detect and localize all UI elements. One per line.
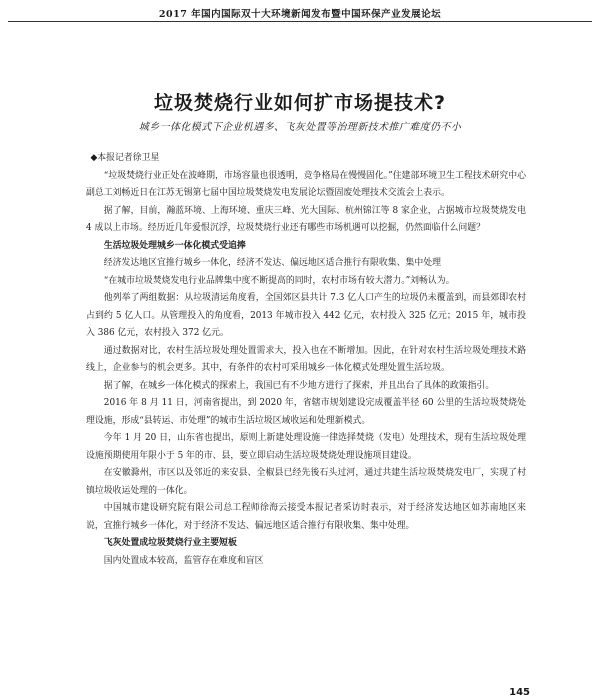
- paragraph: 他列举了两组数据：从垃圾清运角度看，全国郊区县共计 7.3 亿人口产生的垃圾仍未覆盖到，而县郊即农村占到约 5 亿人口。从管理投入的角度看，2013 年城市投入 442 亿元，农村投入 325 亿元；2015 年，城市投入 386 亿元，农村投入 372 亿元。: [86, 293, 526, 338]
- article-body: [86, 150, 526, 570]
- paragraph: 通过数据对比，农村生活垃圾处理处置需求大，投入也在不断增加。因此，在针对农村生活垃圾处理技术路线上，企业参与的机会更多。其中，有条件的农村可采用城乡一体化模式处理处置生活垃圾。: [86, 345, 526, 373]
- paragraph: “垃圾焚烧行业正处在波峰期，市场容量也很透明，竞争格局在慢慢固化。”住建部环境卫生工程技术研究中心副总工刘畅近日在江苏无锡第七届中国垃圾焚烧发电发展论坛暨固废处理技术交流会上表示。: [86, 170, 526, 198]
- paragraph: 今年 1 月 20 日，山东省也提出，原则上新建处理设施一律选择焚烧（发电）处理技术，现有生活垃圾处理设施预期使用年限小于 5 年的市、县，要立即启动生活垃圾焚烧处理设施项目建设。: [86, 433, 526, 461]
- page-number: 145: [509, 687, 530, 698]
- header-divider: [8, 21, 592, 22]
- paragraph: 据了解，在城乡一体化模式的探索上，我国已有不少地方进行了探索，并且出台了具体的政策指引。: [103, 380, 495, 391]
- byline: ◆本报记者徐卫星: [90, 153, 160, 163]
- sub-heading: 经济发达地区宜推行城乡一体化，经济不发达、偏远地区适合推行有限收集、集中处理: [103, 258, 442, 268]
- article-title: 垃圾焚烧行业如何扩市场提技术?: [153, 92, 447, 114]
- paragraph: 中国城市建设研究院有限公司总工程师徐海云接受本报记者采访时表示，对于经济发达地区如苏南地区来说，宜推行城乡一体化，对于经济不发达、偏远地区适合推行有限收集、集中处理。: [86, 503, 526, 531]
- paragraph: 据了解，目前，瀚蓝环境、上海环境、重庆三峰、光大国际、杭州锦江等 8 家企业，占据城市垃圾焚烧发电 4 成以上市场。经历近几年爱恨沉浮，垃圾焚烧行业还有哪些市场机遇可以挖掘，仍然面临什么问题？: [86, 205, 526, 233]
- section-heading: 生活垃圾处理城乡一体化模式受追捧: [103, 240, 246, 251]
- sub-heading: 国内处置成本较高，监管存在难度和盲区: [103, 555, 264, 566]
- section-heading: 飞灰处置成垃圾焚烧行业主要短板: [103, 538, 237, 548]
- running-header: 2017 年国内国际双十大环境新闻发布暨中国环保产业发展论坛: [158, 9, 442, 20]
- article-subtitle: 城乡一体化模式下企业机遇多、飞灰处置等治理新技术推广难度仍不小: [138, 122, 462, 133]
- paragraph: 在安徽滁州，市区以及邻近的来安县、全椒县已经先後石头过河，通过共建生活垃圾焚烧发电厂，实现了村镇垃圾收运处理的一体化。: [86, 468, 526, 496]
- paragraph: 2016 年 8 月 11 日，河南省提出，到 2020 年，省辖市规划建设完成覆盖半径 60 公里的生活垃圾焚烧处理设施，形成“县转运、市处理”的城市生活垃圾区域收运和处理新模式。: [86, 398, 526, 426]
- paragraph: “在城市垃圾焚烧发电行业品牌集中度不断提高的同时，农村市场有较大潜力。”刘畅认为。: [103, 275, 455, 286]
